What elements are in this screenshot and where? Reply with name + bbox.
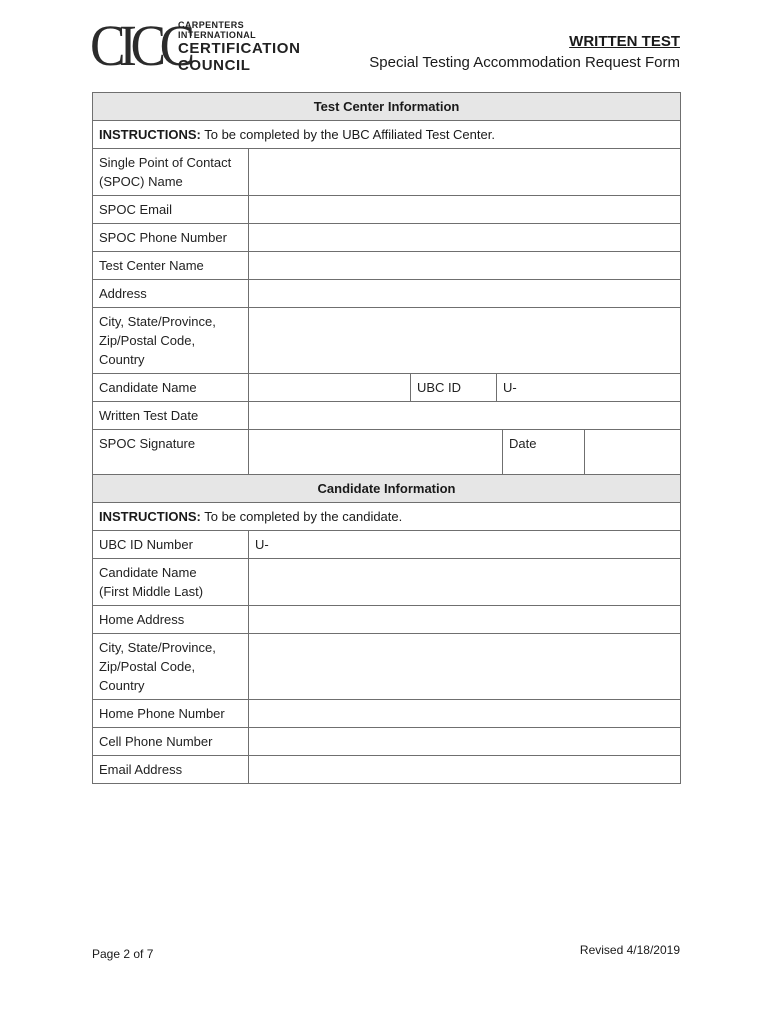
email-address-label: Email Address: [93, 756, 249, 784]
email-address-field[interactable]: [249, 756, 681, 784]
spoc-email-label: SPOC Email: [93, 196, 249, 224]
logo-line-1: CARPENTERS: [178, 20, 245, 30]
city-state-label: City, State/Province, Zip/Postal Code, Country: [93, 308, 249, 374]
logo-mark: CICC: [90, 13, 189, 78]
test-center-heading: Test Center Information: [93, 93, 681, 121]
written-test-date-field[interactable]: [249, 402, 681, 430]
candidate-heading: Candidate Information: [93, 475, 681, 503]
cicc-logo: [90, 13, 320, 78]
ubc-id-number-field[interactable]: U-: [249, 531, 681, 559]
address-label: Address: [93, 280, 249, 308]
candidate-instructions: [93, 503, 681, 531]
cell-phone-field[interactable]: [249, 728, 681, 756]
spoc-signature-field[interactable]: [249, 430, 503, 475]
instructions-label: INSTRUCTIONS:: [99, 509, 201, 524]
spoc-email-field[interactable]: [249, 196, 681, 224]
test-center-name-label: Test Center Name: [93, 252, 249, 280]
document-title: WRITTEN TEST: [569, 33, 680, 50]
page-number: Page 2 of 7: [92, 947, 154, 961]
instructions-text: To be completed by the UBC Affiliated Test Center.: [200, 127, 495, 142]
logo-text: [178, 20, 301, 74]
candidate-name-label: Candidate Name: [93, 374, 249, 402]
home-phone-field[interactable]: [249, 700, 681, 728]
revision-date: Revised 4/18/2019: [579, 943, 680, 957]
spoc-name-field[interactable]: [249, 149, 681, 196]
candidate-full-name-label: Candidate Name (First Middle Last): [93, 559, 249, 606]
logo-line-2: INTERNATIONAL: [178, 30, 257, 40]
logo-line-4: COUNCIL: [178, 57, 251, 74]
ubc-id-label: UBC ID: [411, 374, 497, 402]
written-test-date-label: Written Test Date: [93, 402, 249, 430]
spoc-signature-label: SPOC Signature: [93, 430, 249, 475]
home-address-field[interactable]: [249, 606, 681, 634]
document-subtitle: Special Testing Accommodation Request Form: [369, 54, 680, 71]
candidate-name-field[interactable]: [249, 374, 411, 402]
test-center-instructions: [93, 121, 681, 149]
address-field[interactable]: [249, 280, 681, 308]
candidate-city-state-label: City, State/Province, Zip/Postal Code, Country: [93, 634, 249, 700]
test-center-name-field[interactable]: [249, 252, 681, 280]
instructions-label: INSTRUCTIONS:: [99, 127, 201, 142]
request-form-table: [92, 92, 681, 784]
date-label: Date: [503, 430, 585, 475]
ubc-id-field[interactable]: U-: [497, 374, 681, 402]
candidate-full-name-field[interactable]: [249, 559, 681, 606]
home-phone-label: Home Phone Number: [93, 700, 249, 728]
candidate-city-state-field[interactable]: [249, 634, 681, 700]
spoc-name-label: Single Point of Contact (SPOC) Name: [93, 149, 249, 196]
logo-line-3: CERTIFICATION: [178, 40, 301, 57]
home-address-label: Home Address: [93, 606, 249, 634]
spoc-phone-label: SPOC Phone Number: [93, 224, 249, 252]
city-state-field[interactable]: [249, 308, 681, 374]
instructions-text: To be completed by the candidate.: [200, 509, 403, 524]
ubc-id-number-label: UBC ID Number: [93, 531, 249, 559]
document-title-block: [369, 32, 680, 74]
spoc-phone-field[interactable]: [249, 224, 681, 252]
date-field[interactable]: [585, 430, 681, 475]
cell-phone-label: Cell Phone Number: [93, 728, 249, 756]
